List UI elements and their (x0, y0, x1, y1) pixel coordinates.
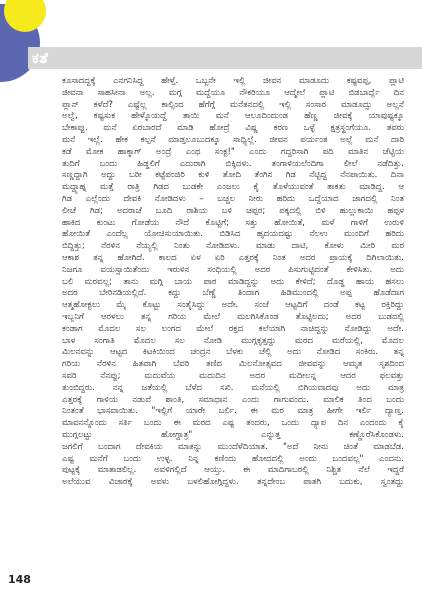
body-line: ಪುಟ್ಟಕ್ಕೆ ಮಾತಾಡಲಿಲ್ಲ. ಅವಳಿಗಲ್ಲಿದೆ ಆಯ್ತು. ಈ ಮಾದಿಗಾಬರಲ್ಲಿ ನಿಶ್ಚಿತ ನೆಲೆ ಇದ್ದರೆ (62, 465, 404, 476)
body-line: ಮದ್ದ್ಯಾಹ್ನ ಮತ್ತೆ ರಾತ್ರಿ ಗಿಡದ ಬುಡಕೇ ಎಂಜಲು ಕೈ ತೊಳೆಯುವಂತೆ ತಾಕತು ಮಾಡಿದ್ದ. ಆ (62, 182, 404, 193)
body-line: ಸವರಿ ನೆನಪ್ಪು; ಮದುವೆಯ ಮದುದಿನ ಅದರ ಮದೀಲನ್ನ ಆದರ ಫಲವತ್ತು (62, 370, 404, 381)
body-line: ಮಿಲನವನ್ನು ಆಟ್ಟದ ಕಿಟಕಿಯಿಂದ ಚಂದ್ರನ ಬೆಳಕು ಚೆಲ್ಲಿ ಅದು ನೋಡಿದ ಸಂಕಿರು. ತನ್ನ (62, 347, 404, 358)
body-line: ನಿಂತಂತೆ ಭಾಸವಾಯಿತು. "ಇಲ್ಲಿಗೆ ಯಾರೇ ಬರ್ಲಿ. ಈ ಮರ ಮಾತ್ರ ಹೀಗೇ ಇರ್ಲಿ ದ್ಯಾಣ್ತ. (62, 406, 404, 417)
body-line: ಎಷ್ಟ ಮನೆಗೆ ಬಂದು ಉಳ್ಳ. ನಿನ್ನ ಕಣಿಂದು ಹೋದದಲ್ಲಿ ಅಂದು ಬಂದವಲ್ಲ" ಎಂದನು. (62, 453, 404, 464)
body-line: ಕಂಡಾಗ ಮೊದಲ ಸಲ ಲಂಗದ ಮೇಲೆ ರಕ್ತದ ಕಲೆಯಾಗಿ ನಾಚಿದ್ದನ್ನು ನೋಡಿದ್ದು ಅದೇ. (62, 323, 404, 334)
body-line: ಹೋಯಿತೆ ಎಂದೆಲ್ಲ ಯೋಚಿಸುಯಾಯಿತು. ಬಿಡಿಸಿದ ಹೃದಯದಷ್ಟು ನೆಲಉ ಮುಂದಿಗೆ ಹರಿದು (62, 229, 404, 240)
body-line: ಕೂಸಾದದ್ದಕ್ಕೆ ಎನಗನಿಸಿದ್ದ ಹೇಳ್ತೆ. ಒಬ್ಬನೇ ಇಲ್ಲಿ ಜೀವನ ಮಾಡೂದು ಕಷ್ಟವಪ್ಪ, ಪ್ಲಾಟಿ (62, 76, 404, 86)
body-line: ನಿಜಗೂ ವಯಸ್ಸಾಯಿತೆಂದು ಇರುಳಿನ ಸಂಧಿಯಲ್ಲಿ ಅದರ ಪಿಸುಗುಟ್ಟಿದಂತೆ ಕೇಳಿಸಿತು. ಅದು (62, 264, 404, 275)
body-line: ಅಲ್ವೆ, ಕಷ್ಟಸುಕ ಹೇಳ್ಕೊಯದ್ದೆ ತಾಯಿ ಮನೆ ಆಲೂದಿಂದುಂಡ ಹೆಣ್ಣ ಜೀವಕ್ಕೆ ಯಾವುಷ್ಟಕ್ಕೂ (62, 111, 404, 122)
body-line: ಜೀವನಾ ಸಾಹಸೀನಾ ಅಲ್ಲ. ಮಗ್ಗ ಮದ್ದೆಯೂ ನೌಕರಿಯೂ ಆದ್ಮೇಲೆ ಪ್ಲಾಟಿ ಬಿಡಬಾರ್ದ್ಲೆ ದಿನ (62, 87, 404, 98)
body-line: ಆಕಾಶ ತನ್ನ ಹೋಗಿದೆ. ಕಾಲದ ಏಳ ಏರಿ ಎತ್ತರಕ್ಕೆ ನಿಂತ ಅದರ ಪ್ರಾಯಕ್ಕೆ ದಿಗಿಲಾಯಿತು. (62, 252, 404, 263)
body-line: ಸಣ್ಣದ್ದಾಗಿ ಅದ್ದು ಬರೀ ಕಟ್ಟೆಪಂಜಿರಿ ಕುಳಿ ತೋದಿ ತೆಂಗಿನ ಗಿಡ ನೆಟ್ಟಿದ್ದ ನೆನಪಾಯಿತು. ದಿನಾ (62, 170, 404, 181)
body-line: ಪ್ಲಾನ್ ಕಳೆದೆ? ಎಷ್ಟೆಲ್ಲ ಕಾಲ್ಸಿಂದ ಹೆಗೆಗ್ಗೆ ಮನೆತನದಲ್ಲಿ ಇಲ್ಲಿ ಸಂಸಾರ ಮಾಡೂದ್ಸು ಅಲ್ಲನೆ (62, 99, 404, 110)
body-line: ಕಡೆ ಮೋಕ ಹಾಕ್ಕಾಗ್ ಅಂದ್ರೆ ಎಂಥ ಸಂಕ್ಟ!" ಎಂದು ಗದ್ದರಿಸಾಗಿ ಪದಿ ಮಾತಿನ ಚೆಟ್ಟಿಯ (62, 146, 404, 157)
body-line: ಅಲೆಯುವ ವಿಚಾರಕ್ಕೆ ಅವಳು ಬಳಲಿಹೋಗ್ಗಿದ್ದಳು. ತನ್ನದೇಂಬ ಪಾತಗಿ ಬದುಕು, ಸ್ವಂತದ್ದು (62, 477, 404, 488)
body-line: ಮುಗ್ಗಲಟ್ಟು ಹೋಗ್ದಾತ್ರ" ಎನ್ನುತ್ತ ಕಣ್ಣೊರೆಸಿಕೊಂಡಳು. (62, 429, 404, 440)
body-line: ತುಂಬಿದ್ದರು. ನನ್ನ ಜತೆಯಲ್ಲಿ ಬೆಳೆದ ಸಖಿ. ಮನೆಯಲ್ಲಿ ಬಿಗಿಯವಾದವು ಅದು ಮಾತ್ರ (62, 382, 404, 393)
body-line: ಎತ್ತರಕ್ಕೆ ಗಾಳಿಯ ನಡುವೆ ಶಾಂತಿ, ಸಮಾಧಾನ ಎಂದು ಗಾಗುವಂದು. ಮಾಲಿಕ ತಿಂದ ಬಂದು (62, 394, 404, 405)
body-line: ತುದಿಗೆ ಬಂದು ಹಿಡ್ಡಲಿಗೆ ಎದುರಾಗಿ ಬಿಕ್ಕಿದಳು. ತಂಗಾಳಿಯಲೆಂದಿಗಾ ಲೀಲೆ ನಡೆದಿತ್ತು. (62, 158, 404, 169)
body-line: ಮಾವನನ್ನೊಂದು ಸರ್ತಿ ಬಂದು ಈ ಮರದ ಎಷ್ಟ ತಂದರು, ಒಂದು ದ್ಯಾಪ ದಿನ ಎಂದಂದು ಕೈ (62, 418, 404, 429)
body-line: ಹಾಕಿದ ಕುಂಟು ಗೋಡೆಯ ನೌದೆ ಕೊಟ್ಟಿಗೆ; ಸತ್ತು ಹೋಯಿತೆ, ಮಳೆ ಗಾಳಿಗೆ ಉರುಳಿ (62, 217, 404, 228)
body-line: ಅದರ ಬೇರಿನಡಿಯಲ್ಲಿದೆ. ಕದ್ದು ಬೆಣ್ಣೆ ತಿಂದಾಗ ಹಿಡಿಮುಂದಲ್ಲಿ ಅಪ್ಪ ಹೊಡೆದಾಗ (62, 288, 404, 299)
section-label: ಕತೆ (32, 49, 49, 67)
body-line: ಬಾಳ ಸಂಗಾತಿ ಮೊದಲ ಸಲ ನೋಡಿ ಮುಗ್ಗಕೃತ್ತದ್ದು ಮರದ ಮರೆಯಲ್ಲಿ, ಮೊದಲ (62, 335, 404, 346)
body-line: ಲೀಚೆ ಗಿಡ; ಅದರಾಚೆ ಬೂದಿ ರಾಶಿಯ ಬಳಿ ಚಪ್ಪರ; ಪಕ್ಕದಲ್ಲಿ ಬಿಳಿ ಹುಲ್ಲುಕಾಯಿ ಹಪ್ಪಳ (62, 205, 404, 216)
body-line: ಇಬ್ಬನಿಗೆ ಆರಳಲು ತನ್ನ ಗರಿಯ ಮೇಲೆ ಮಲಗಿಸಿಕೊಂಡ ತೊಟ್ಟಿಲದು; ಅದರ ಬುಡದಲ್ಲಿ (62, 311, 404, 322)
page-number: 148 (8, 573, 31, 586)
story-body-text (62, 76, 404, 588)
body-line: ಆತ್ಮಹೋಕ್ಟಲು ಮೈ ಕೊಟ್ಟು ಸಂತೈಸಿದ್ದು ಅದೇ. ಸಂಜೆ ಆಟ್ಟದಿಗೆ ದಂಡೆ ಕಟ್ಟ ರಕ್ತಿರಿದ್ದು (62, 300, 404, 311)
body-line: ಮನೆ ಇಲ್ಲೆ. ಹೇಕ ಕಲ್ಪನೆ ಮಾಡ್ತಲೂಬುದಕ್ಕೂ ಸಾಧ್ಯಿಲ್ಲೆ. ಜೀವನ ಪರ್ಯಂತ ಅಲ್ಲೆ ಮನೆ ದಾರಿ (62, 134, 404, 145)
section-header-bar (28, 47, 422, 69)
body-line: ಜಗಲಿಗೆ ಬಂದಾಗ ದೇವಕಿಯ ಮಾತನ್ನು ಮುಂದೆಳೆದಿಯಾತ. "ಅದೆ ನೀನು ಚಿಂತೆ ಮಾಡಬೆಡ. (62, 441, 404, 452)
body-line: ಬಿದ್ದಿತ್ತು; ನೆರಳಿನ ನೆಯ್ಯಲ್ಲಿ ನಿಂತು ನೋಡಿದಳು. ಮಾಡು ದಾಟಿ, ಕೋಳು ಮೀರಿ ಮರ (62, 241, 404, 252)
body-line: ಗರಿಯ ನೆರಳಿನ ಹಿತವಾಗಿ ಬೆವರಿ ತಣಿದ ಮಿಲನೋತ್ಸವದ ಜೀವವನ್ನು ಆಮೃತ ಸೃಶದಿಂದ (62, 359, 404, 370)
body-line: ಬಲಿ ಮರವಲ್ಲ; ತಾನು ಮಗ್ಗಿ ಬಾಯ ಪಾಠ ಮಾಡಿದ್ದನ್ನು ಅದು ಕೇಳಿದೆ; ದೊಡ್ಡ ಹಾಯ ಹಸಲು (62, 276, 404, 287)
body-line: ಬೇಕಾಪ್ಪು. ಮನೆ ಏರಬಾರದೆ ಮಾಡಿ ಹೋದ್ರೆ ವಿಷ್ಣ ಕರಣ ಒಳ್ಳೆ ಕ್ಷತ್ರಸ್ಥಂಗೆಯೂ. ತವರು (62, 123, 404, 134)
body-line: ಗಿಡ ಎಲ್ಲೆಂದು ದೇವಕಿ ನೋಡಿದಳು – ಬಚ್ಚಲ ನೀರು ಹರಿದು ಒದ್ದೆಯಾದ ಜಾಗದಲ್ಲಿ ನಿಂತ (62, 193, 404, 204)
